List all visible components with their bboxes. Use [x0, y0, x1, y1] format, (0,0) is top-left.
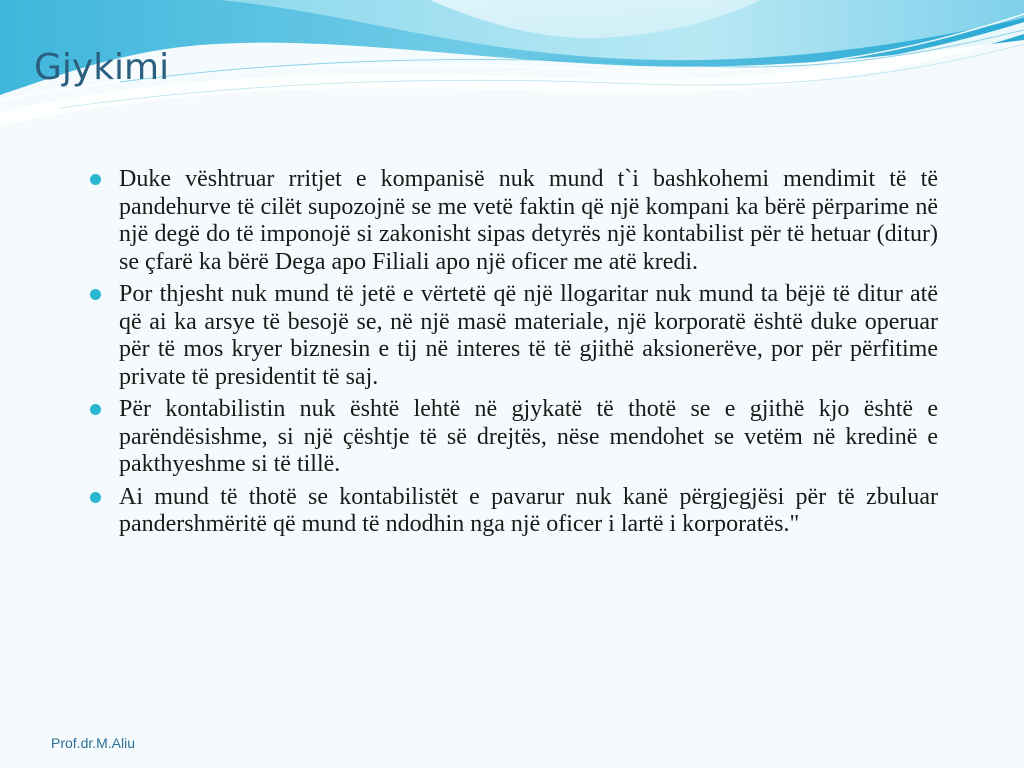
bullet-item — [90, 166, 938, 276]
bullet-text: Por thjesht nuk mund të jetë e vërtetë që një llogaritar nuk mund ta bëjë të ditur atë që ai ka arsye të besojë se, në një masë materiale, një korporatë është duke operuar për të mos kryer biznesin e tij në interes të të gjithë aksionerëve, por për përfitime private të presidentit të saj. — [119, 281, 938, 390]
circle-bullet-icon — [90, 289, 101, 300]
bullet-item — [90, 281, 938, 391]
circle-bullet-icon — [90, 174, 101, 185]
bullet-item — [90, 484, 938, 539]
circle-bullet-icon — [90, 492, 101, 503]
bullet-text: Duke vështruar rritjet e kompanisë nuk mund t`i bashkohemi mendimit të të pandehurve të cilët supozojnë se me vetë faktin që një kompani ka bërë përparime në një degë do të imponojë si zakonisht sipas detyrës një kontabilist për të hetuar (ditur) se çfarë ka bërë Dega apo Filiali apo një oficer me atë kredi. — [119, 166, 938, 275]
footer-author: Prof.dr.M.Aliu — [51, 735, 136, 751]
circle-bullet-icon — [90, 404, 101, 415]
bullet-list — [90, 166, 938, 544]
bullet-text: Për kontabilistin nuk është lehtë në gjykatë të thotë se e gjithë kjo është e parëndësishme, si një çështje të së drejtës, nëse mendohet se vetëm në kredinë e pakthyeshme si të tillë. — [119, 396, 938, 477]
bullet-text: Ai mund të thotë se kontabilistët e pavarur nuk kanë përgjegjësi për të zbuluar pandershmëritë që mund të ndodhin nga një oficer i lartë i korporatës." — [119, 483, 938, 537]
bullet-item — [90, 396, 938, 479]
slide-title: Gjykimi — [34, 47, 170, 88]
